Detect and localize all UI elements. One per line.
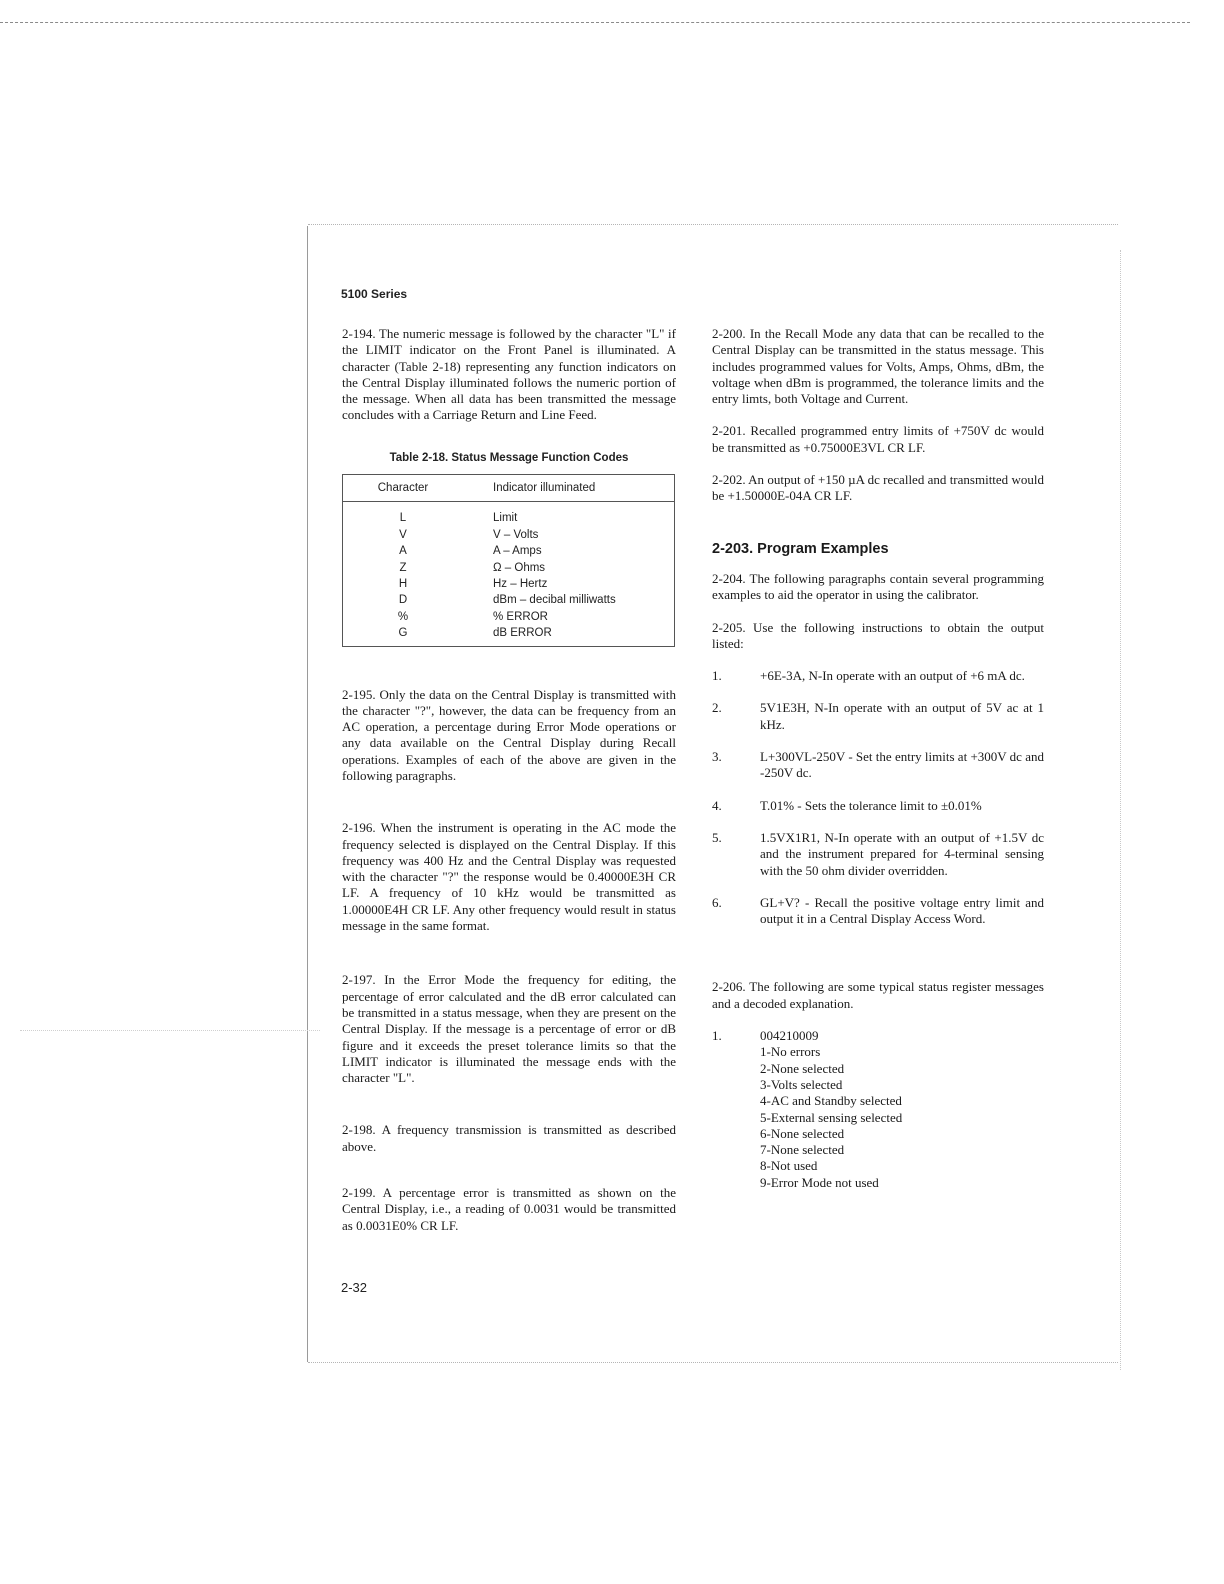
table-cell-character: D (398, 594, 408, 607)
table-cell-indicator: dBm – decibal milliwatts (493, 594, 616, 607)
paragraph-2-200: 2-200. In the Recall Mode any data that can be recalled to the Central Display can be transmitted in the status message. This includes programmed values for Volts, Amps, Ohms, dBm, the voltage when dBm is programmed, the tolerance limits and the entry limts, both Voltage and Current. (712, 326, 1044, 407)
list-text: +6E-3A, N-In operate with an output of +6 mA dc. (760, 668, 1025, 684)
page-number: 2-32 (341, 1280, 368, 1295)
table-row (343, 592, 674, 608)
table-row (343, 543, 674, 559)
left-column (342, 326, 676, 1234)
table-cell-indicator: V – Volts (493, 528, 539, 541)
program-example-item (712, 749, 1044, 782)
paragraph-2-202: 2-202. An output of +150 µA dc recalled and transmitted would be +1.50000E-04A CR LF. (712, 472, 1044, 504)
page-border-right (1120, 250, 1121, 1370)
table-row (343, 576, 674, 592)
status-register-example (712, 1028, 1044, 1191)
table-body (343, 502, 674, 645)
table-cell-character: % (397, 610, 409, 623)
program-example-item (712, 798, 1044, 814)
table-row (343, 510, 674, 526)
table-cell-character: G (398, 627, 408, 640)
program-example-item (712, 668, 1044, 684)
list-text: GL+V? - Recall the positive voltage entry limit and output it in a Central Display Access Word. (760, 894, 1044, 927)
scan-edge-line (0, 22, 1190, 23)
paragraph-2-206: 2-206. The following are some typical status register messages and a decoded explanation. (712, 979, 1044, 1011)
paragraph-2-197: 2-197. In the Error Mode the frequency for editing, the percentage of error calculated and the dB error calculated can be transmitted in a status message, when they are present on the Central Display. If the message is a percentage of error or dB figure and it exceeds the preset tolerance limits so that the LIMIT indicator is illuminated the message ends with the character "L". (342, 972, 676, 1086)
right-column (712, 326, 1044, 1191)
decode-line: 9-Error Mode not used (760, 1174, 879, 1190)
table-header-row (343, 475, 674, 502)
table-cell-indicator: Limit (493, 512, 518, 525)
table-cell-indicator: Ω – Ohms (493, 561, 546, 574)
table-cell-indicator: % ERROR (493, 610, 548, 623)
decode-line: 4-AC and Standby selected (760, 1093, 902, 1109)
table-cell-indicator: dB ERROR (493, 627, 552, 640)
paragraph-2-205: 2-205. Use the following instructions to obtain the output listed: (712, 619, 1044, 651)
list-text: 1.5VX1R1, N-In operate with an output of +1.5V dc and the instrument prepared for 4-terminal sensing with the 50 ohm divider overridden. (760, 829, 1044, 878)
program-example-item (712, 830, 1044, 879)
paragraph-2-199: 2-199. A percentage error is transmitted as shown on the Central Display, i.e., a reading of 0.0031 would be transmitted as 0.0031E0% CR LF. (342, 1185, 676, 1233)
table-cell-character: H (398, 577, 408, 590)
status-decode-lines (760, 1028, 902, 1191)
decode-line: 3-Volts selected (760, 1076, 843, 1092)
table-header-character: Character (377, 482, 429, 495)
paragraph-2-194: 2-194. The numeric message is followed by the character "L" if the LIMIT indicator on the Front Panel is illuminated. A character (Table 2-18) representing any function indicators on the Central Display illuminated follows the numeric portion of the message. When all data has been transmitted the message concludes with a Carriage Return and Line Feed. (342, 326, 676, 423)
program-example-item (712, 895, 1044, 928)
paragraph-2-201: 2-201. Recalled programmed entry limits of +750V dc would be transmitted as +0.75000E3VL CR LF. (712, 423, 1044, 455)
table-cell-character: Z (399, 561, 407, 574)
list-text: L+300VL-250V - Set the entry limits at +300V dc and -250V dc. (760, 749, 1044, 781)
list-number: 6. (712, 894, 722, 910)
page-border-top (308, 224, 1118, 225)
section-heading-2-203: 2-203. Program Examples (712, 540, 889, 557)
status-codes-table (342, 474, 675, 646)
paragraph-2-195: 2-195. Only the data on the Central Display is transmitted with the character "?", however, the data can be frequency from an AC operation, a percentage during Error Mode operations or any data available on the Central Display during Recall operations. Examples of each of the above are given in the following paragraphs. (342, 686, 676, 783)
list-number: 4. (712, 797, 722, 813)
table-cell-indicator: Hz – Hertz (493, 577, 548, 590)
status-code: 004210009 (760, 1028, 819, 1044)
list-number: 2. (712, 700, 722, 716)
decode-line: 7-None selected (760, 1142, 845, 1158)
page-border-bottom (308, 1362, 1118, 1363)
table-row (343, 527, 674, 543)
decode-line: 8-Not used (760, 1158, 818, 1174)
decode-line: 2-None selected (760, 1060, 845, 1076)
list-number: 5. (712, 829, 722, 845)
decode-line: 1-No errors (760, 1044, 821, 1060)
list-number: 1. (712, 1028, 722, 1044)
program-example-item (712, 700, 1044, 733)
table-cell-character: A (399, 545, 407, 558)
table-cell-character: V (399, 528, 407, 541)
list-text: 5V1E3H, N-In operate with an output of 5V ac at 1 kHz. (760, 700, 1044, 732)
decode-line: 6-None selected (760, 1125, 845, 1141)
list-text: T.01% - Sets the tolerance limit to ±0.01% (760, 797, 982, 813)
table-row (343, 625, 674, 641)
table-row (343, 560, 674, 576)
paragraph-2-204: 2-204. The following paragraphs contain several programming examples to aid the operator in using the calibrator. (712, 570, 1044, 603)
table-cell-indicator: A – Amps (493, 545, 542, 558)
table-caption: Table 2-18. Status Message Function Codes (389, 451, 629, 464)
scan-artifact-line (20, 1030, 320, 1031)
paragraph-2-196: 2-196. When the instrument is operating in the AC mode the frequency selected is displayed on the Central Display. If this frequency was 400 Hz and the Central Display was requested with the character "?" the response would be 0.40000E3H CR LF. A frequency of 10 kHz would be transmitted as 1.00000E4H CR LF. Any other frequency would result in status message in the same format. (342, 820, 676, 934)
page-border-left (307, 226, 308, 1362)
running-header: 5100 Series (341, 287, 408, 301)
list-number: 1. (712, 668, 722, 684)
list-number: 3. (712, 749, 722, 765)
table-header-indicator: Indicator illuminated (493, 482, 596, 495)
paragraph-2-198: 2-198. A frequency transmission is transmitted as described above. (342, 1122, 676, 1154)
decode-line: 5-External sensing selected (760, 1109, 903, 1125)
table-row (343, 609, 674, 625)
table-cell-character: L (399, 512, 407, 525)
